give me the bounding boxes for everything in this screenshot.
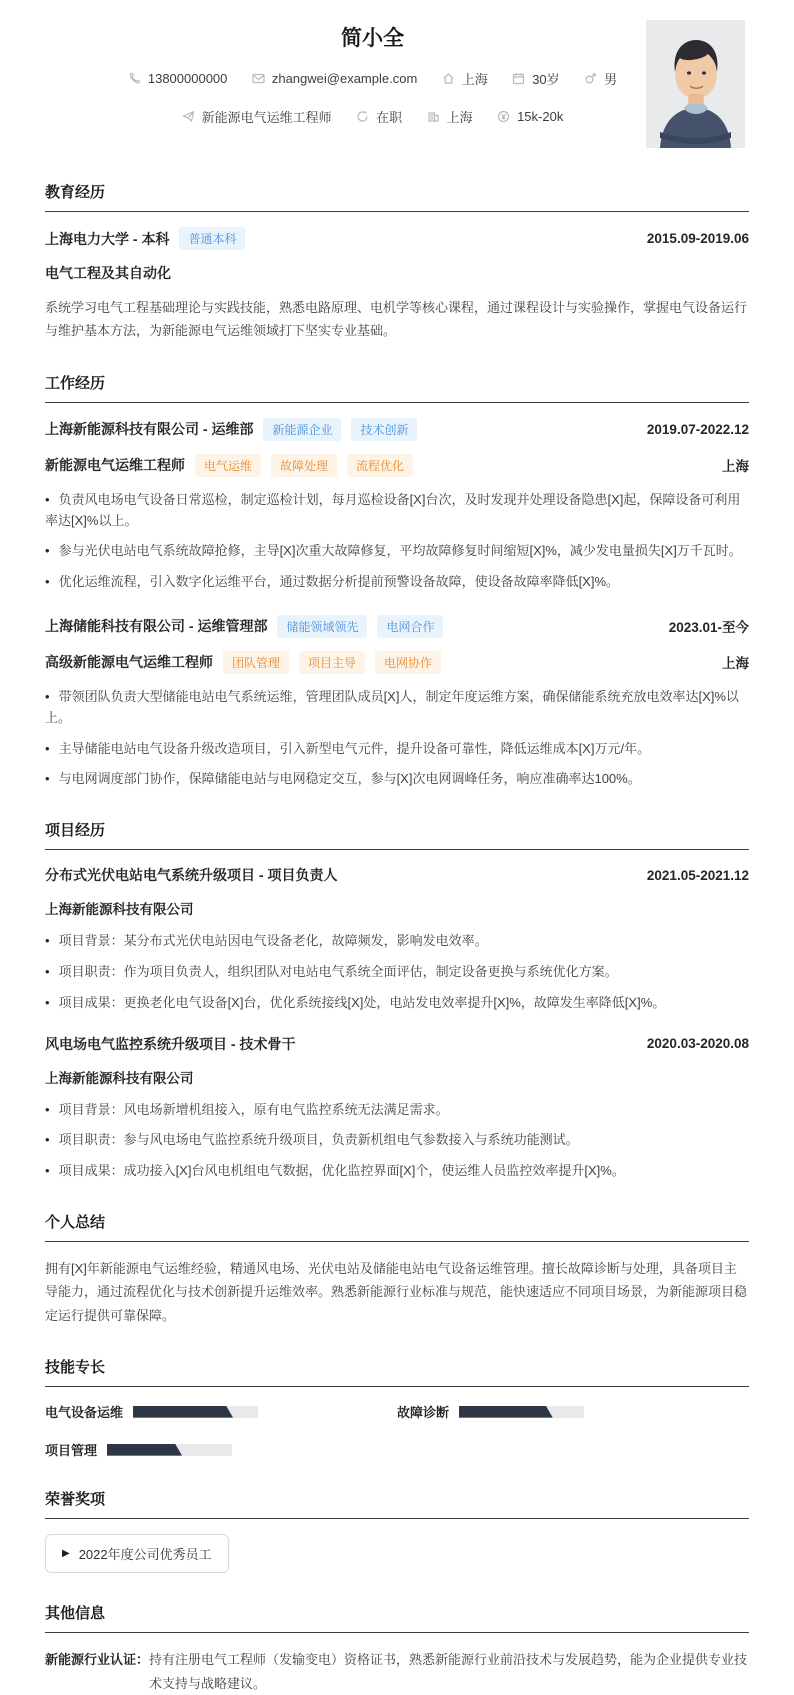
job-company-left (45, 615, 443, 638)
role-name: 新能源电气运维工程师 (45, 457, 185, 474)
bullet-text: 项目背景：某分布式光伏电站因电气设备老化，故障频发，影响发电效率。 (58, 933, 488, 949)
job-company-row (45, 615, 749, 638)
company-name: 上海储能科技有限公司 - 运维管理部 (45, 618, 268, 635)
skill-item (45, 1440, 397, 1459)
honor-label: 2022年度公司优秀员工 (78, 1547, 212, 1563)
education-entry-left (45, 227, 245, 250)
candidate-photo (646, 20, 745, 148)
education-entry-header (45, 227, 749, 250)
project-entry (45, 865, 749, 1013)
status-icon (356, 110, 369, 123)
skills-title: 技能专长 (45, 1356, 749, 1387)
role-name: 高级新能源电气运维工程师 (45, 654, 213, 671)
project-header-row (45, 1034, 749, 1054)
honors-title: 荣誉奖项 (45, 1488, 749, 1519)
work-city-text: 上海 (446, 110, 473, 125)
summary-body (45, 1242, 749, 1327)
age-text: 30岁 (532, 72, 560, 87)
projects-title: 项目经历 (45, 819, 749, 850)
resume-header (45, 22, 749, 152)
major-name: 电气工程及其自动化 (45, 265, 171, 281)
job-entry (45, 418, 749, 593)
education-title: 教育经历 (45, 181, 749, 212)
contact-row-1 (45, 69, 700, 90)
gender-icon (584, 72, 597, 85)
skills-grid (45, 1402, 749, 1459)
skill-item (397, 1402, 749, 1421)
bullet-dot-icon: • (45, 740, 50, 756)
bullet-dot-icon: • (45, 688, 50, 704)
job-role-row (45, 651, 749, 674)
project-entry (45, 1034, 749, 1182)
job-company-row (45, 418, 749, 441)
skill-bar-fill (107, 1444, 182, 1456)
company-tag: 新能源企业 (263, 418, 341, 441)
bullet-text: 主导储能电站电气设备升级改造项目，引入新型电气元件，提升设备可靠性，降低运维成本[X]万元/年。 (58, 740, 651, 756)
bullet-text: 负责风电场电气设备日常巡检，制定巡检计划，每月巡检设备[X]台次，及时发现并处理设备隐患[X]起，保障设备可利用率达[X]%以上。 (45, 491, 741, 528)
bullet-text: 项目职责：作为项目负责人，组织团队对电站电气系统全面评估，制定设备更换与系统优化方案。 (58, 963, 618, 979)
job-title-text: 新能源电气运维工程师 (201, 110, 332, 125)
projects-body (45, 850, 749, 1182)
contact-age (512, 69, 559, 88)
job-bullet (45, 687, 749, 729)
email-icon (252, 72, 265, 85)
school-name: 上海电力大学 - 本科 (45, 230, 170, 247)
bullet-text: 参与光伏电站电气系统故障抢修，主导[X]次重大故障修复，平均故障修复时间缩短[X]%，减少发电量损失[X]万千瓦时。 (58, 543, 742, 559)
bullet-dot-icon: • (45, 574, 50, 590)
project-company: 上海新能源科技有限公司 (45, 1070, 194, 1086)
job-bullet (45, 769, 749, 790)
bullet-dot-icon: • (45, 1132, 50, 1148)
job-role-left (45, 454, 413, 477)
city-icon (427, 110, 440, 123)
project-date: 2020.03-2020.08 (646, 1036, 749, 1052)
education-date: 2015.09-2019.06 (646, 231, 749, 246)
skill-name: 电气设备运维 (45, 1405, 124, 1421)
contact-job-title (182, 107, 332, 126)
phone-icon (128, 72, 141, 85)
candidate-name: 简小全 (341, 27, 404, 50)
skill-name: 项目管理 (45, 1443, 98, 1459)
contact-email (252, 71, 417, 86)
skill-name: 故障诊断 (397, 1405, 450, 1421)
section-honors (45, 1488, 749, 1573)
job-bullet (45, 541, 749, 562)
role-tag: 项目主导 (299, 651, 365, 674)
other-body (45, 1633, 749, 1695)
bullet-dot-icon: • (45, 771, 50, 787)
project-bullet (45, 931, 749, 952)
home-city-text: 上海 (461, 72, 488, 87)
company-tag: 电网合作 (377, 615, 443, 638)
job-title-icon (182, 110, 195, 123)
job-bullet (45, 739, 749, 760)
project-bullet (45, 1100, 749, 1121)
age-icon (512, 72, 525, 85)
home-icon (442, 72, 455, 85)
project-name: 分布式光伏电站电气系统升级项目 - 项目负责人 (45, 867, 338, 884)
company-tag: 储能领域领先 (277, 615, 367, 638)
job-bullets (45, 490, 749, 593)
role-tag: 电网协作 (375, 651, 441, 674)
contact-gender (584, 69, 617, 88)
job-date: 2023.01-至今 (668, 620, 749, 636)
project-date: 2021.05-2021.12 (646, 867, 749, 883)
bullet-text: 项目成果：成功接入[X]台风电机组电气数据，优化监控界面[X]个，使运维人员监控效率提升[X]%。 (58, 1163, 625, 1179)
honor-chip[interactable] (45, 1534, 229, 1573)
project-bullets (45, 931, 749, 1013)
role-tag: 流程优化 (347, 454, 413, 477)
role-tag: 故障处理 (271, 454, 337, 477)
other-title: 其他信息 (45, 1602, 749, 1633)
bullet-text: 项目背景：风电场新增机组接入，原有电气监控系统无法满足需求。 (58, 1101, 449, 1117)
job-role-row (45, 454, 749, 477)
bullet-text: 项目职责：参与风电场电气监控系统升级项目，负责新机组电气参数接入与系统功能测试。 (58, 1132, 579, 1148)
honors-body (45, 1519, 749, 1573)
bullet-dot-icon: • (45, 1163, 50, 1179)
section-summary (45, 1211, 749, 1327)
project-bullet (45, 1161, 749, 1182)
job-bullets (45, 687, 749, 790)
project-bullet (45, 1130, 749, 1151)
certification-label: 新能源行业认证： (45, 1652, 150, 1668)
job-entry (45, 615, 749, 790)
section-education (45, 181, 749, 343)
header-identity (45, 22, 700, 128)
other-info-row (45, 1648, 749, 1695)
phone-text: 13800000000 (147, 71, 228, 86)
bullet-text: 项目成果：更换老化电气设备[X]台，优化系统接线[X]处，电站发电效率提升[X]%，故障发生率降低[X]%。 (58, 994, 666, 1010)
project-bullets (45, 1100, 749, 1182)
contact-salary (497, 109, 563, 124)
contact-phone (128, 71, 228, 86)
job-company-left (45, 418, 417, 441)
skill-item (45, 1402, 397, 1421)
section-other (45, 1602, 749, 1695)
bullet-dot-icon: • (45, 994, 50, 1010)
project-company: 上海新能源科技有限公司 (45, 902, 194, 918)
summary-title: 个人总结 (45, 1211, 749, 1242)
contact-row-2 (45, 107, 700, 128)
project-bullet (45, 993, 749, 1014)
role-tag: 电气运维 (195, 454, 261, 477)
skill-bar-fill (459, 1406, 553, 1418)
bullet-dot-icon: • (45, 1101, 50, 1117)
job-bullet (45, 572, 749, 593)
education-body (45, 212, 749, 343)
section-projects (45, 819, 749, 1182)
portrait-illustration (646, 20, 745, 148)
play-triangle-icon: ▶ (62, 1548, 70, 1560)
skill-bar-track (459, 1406, 584, 1418)
gender-text: 男 (604, 72, 618, 87)
salary-icon (497, 110, 510, 123)
bullet-dot-icon: • (45, 491, 50, 507)
project-bullet (45, 962, 749, 983)
job-bullet (45, 490, 749, 532)
bullet-dot-icon: • (45, 963, 50, 979)
skill-bar-track (107, 1444, 232, 1456)
work-body (45, 403, 749, 790)
project-header-row (45, 865, 749, 885)
bullet-dot-icon: • (45, 543, 50, 559)
salary-text: 15k-20k (517, 109, 564, 124)
education-description: 系统学习电气工程基础理论与实践技能，熟悉电路原理、电机学等核心课程，通过课程设计与实验操作，掌握电气设备运行与维护基本方法，为新能源电气运维领域打下坚实专业基础。 (45, 300, 748, 339)
contact-work-city (427, 107, 473, 126)
bullet-text: 优化运维流程，引入数字化运维平台，通过数据分析提前预警设备故障，使设备故障率降低[X]%。 (58, 574, 620, 590)
section-work (45, 372, 749, 790)
contact-home (442, 69, 488, 88)
job-location: 上海 (722, 656, 749, 672)
project-name: 风电场电气监控系统升级项目 - 技术骨干 (45, 1035, 296, 1052)
bullet-dot-icon: • (45, 933, 50, 949)
degree-tag: 普通本科 (179, 227, 245, 250)
company-name: 上海新能源科技有限公司 - 运维部 (45, 421, 254, 438)
contact-status (356, 107, 402, 126)
bullet-text: 与电网调度部门协作，保障储能电站与电网稳定交互，参与[X]次电网调峰任务，响应准确率达100%。 (58, 771, 641, 787)
work-title: 工作经历 (45, 372, 749, 403)
bullet-text: 带领团队负责大型储能电站电气系统运维，管理团队成员[X]人，制定年度运维方案，确保储能系统充放电效率达[X]%以上。 (45, 688, 739, 725)
skill-bar-track (133, 1406, 258, 1418)
section-skills (45, 1356, 749, 1459)
job-location: 上海 (722, 459, 749, 475)
status-text: 在职 (376, 110, 403, 125)
skill-bar-fill (133, 1406, 233, 1418)
email-text: zhangwei@example.com (271, 71, 418, 86)
job-role-left (45, 651, 441, 674)
role-tag: 团队管理 (223, 651, 289, 674)
summary-text: 拥有[X]年新能源电气运维经验，精通风电场、光伏电站及储能电站电气设备运维管理。擅长故障诊断与处理，具备项目主导能力，通过流程优化与技术创新提升运维效率。熟悉新能源行业标准与规范，能快速适应不同项目场景，为新能源项目稳定运行提供可靠保障。 (45, 1260, 748, 1323)
certification-text: 持有注册电气工程师（发输变电）资格证书，熟悉新能源行业前沿技术与发展趋势，能为企业提供专业技术支持与战略建议。 (149, 1652, 748, 1691)
job-date: 2019.07-2022.12 (646, 421, 749, 437)
skills-body (45, 1387, 749, 1459)
company-tag: 技术创新 (351, 418, 417, 441)
